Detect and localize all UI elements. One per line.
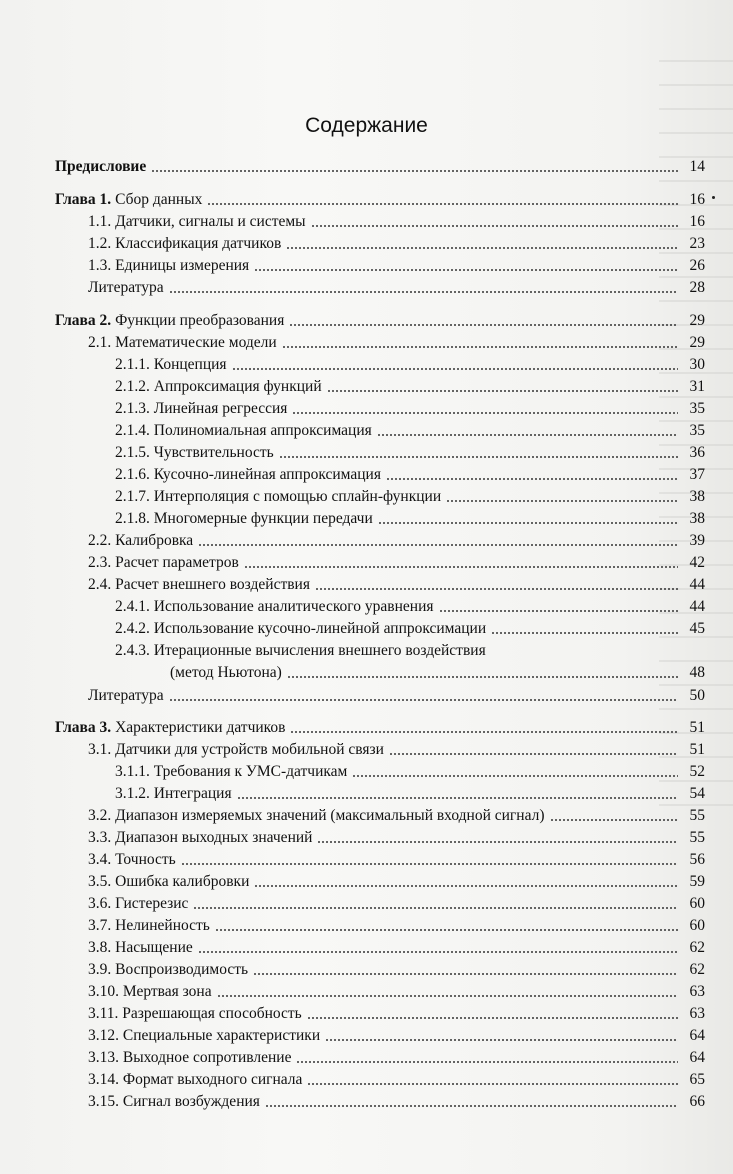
toc-page-number: 42: [689, 554, 705, 571]
toc-page-number: 29: [689, 334, 705, 351]
toc-entry: [55, 978, 705, 1000]
toc-leader-dots: [439, 610, 679, 612]
toc-entry: [55, 439, 705, 461]
toc-entry-title: [115, 488, 443, 505]
toc-entry-title: [115, 422, 374, 439]
toc-entry-title: [88, 917, 212, 934]
toc-page-number: 51: [689, 741, 705, 758]
toc-leader-dots: [307, 1083, 678, 1085]
toc-entry-title: [115, 378, 324, 395]
toc-entry-title: [88, 532, 195, 549]
toc-page-number: 36: [689, 444, 705, 461]
toc-entry: [55, 252, 705, 274]
toc-entry-label: 3.1.1. Требования к УМС-датчикам: [115, 763, 348, 780]
toc-leader-dots: [287, 676, 678, 678]
toc-entry: [55, 956, 705, 978]
toc-entry: [55, 1066, 705, 1088]
toc-leader-dots: [253, 973, 678, 975]
toc-entry: [55, 1044, 705, 1066]
toc-page-number: 28: [689, 279, 705, 296]
toc-leader-dots: [296, 1061, 678, 1063]
toc-page-number: 31: [689, 378, 705, 395]
toc-entry-label: 3.4. Точность: [88, 851, 176, 868]
toc-entry: [55, 373, 705, 395]
toc-entry: [55, 659, 705, 681]
toc-page-number: 16: [689, 191, 705, 208]
toc-leader-dots: [377, 434, 678, 436]
toc-page-number: 59: [689, 873, 705, 890]
toc-entry: [55, 571, 705, 593]
toc-chapter-label: Предисловие: [55, 158, 147, 175]
toc-entry: [55, 846, 705, 868]
toc-leader-dots: [550, 819, 679, 821]
toc-page-number: 38: [689, 510, 705, 527]
toc-entry-label: 1.3. Единицы измерения: [88, 257, 250, 274]
page-speck: [712, 196, 715, 199]
toc-entry-label: 2.1.3. Линейная регрессия: [115, 400, 288, 417]
toc-entry-label: 3.3. Диапазон выходных значений: [88, 829, 313, 846]
toc-entry-title: [88, 687, 166, 704]
toc-page-number: 66: [689, 1093, 705, 1110]
toc-leader-dots: [307, 1017, 678, 1019]
toc-leader-dots: [181, 863, 678, 865]
toc-leader-dots: [389, 753, 678, 755]
toc-entry-title: [88, 554, 241, 571]
toc-entry-title: [115, 785, 234, 802]
toc-entry-label: 3.8. Насыщение: [88, 939, 193, 956]
toc-entry: [55, 395, 705, 417]
toc-leader-dots: [237, 797, 678, 799]
toc-entry-title: [88, 741, 386, 758]
toc-entry-label: 2.1.2. Аппроксимация функций: [115, 378, 322, 395]
toc-entry-label: 2.1.8. Многомерные функции передачи: [115, 510, 373, 527]
toc-leader-dots: [311, 225, 678, 227]
toc-leader-dots: [325, 1039, 678, 1041]
toc-entry: [55, 758, 705, 780]
toc-entry-title: [88, 851, 178, 868]
toc-entry-label: 3.13. Выходное сопротивление: [88, 1049, 292, 1066]
toc-entry: [55, 1000, 705, 1022]
toc-page-number: 14: [689, 158, 705, 175]
toc-entry: [55, 417, 705, 439]
toc-entry-label: 3.5. Ошибка калибровки: [88, 873, 250, 890]
toc-entry: [55, 890, 705, 912]
toc-entry: [55, 527, 705, 549]
toc-entry-title: [88, 1093, 262, 1110]
toc-entry-title: [115, 444, 276, 461]
toc-page-number: 60: [689, 895, 705, 912]
toc-entry: [55, 186, 705, 208]
toc-entry-title: [88, 961, 250, 978]
toc-entry-label: 2.1.7. Интерполяция с помощью сплайн-функции: [115, 488, 442, 505]
toc-entry-label: Литература: [88, 687, 164, 704]
toc-leader-dots: [290, 731, 678, 733]
toc-page-number: 64: [689, 1049, 705, 1066]
toc-entry-title: [115, 400, 289, 417]
toc-entry-title: [115, 642, 488, 659]
toc-entry-label: 2.2. Калибровка: [88, 532, 194, 549]
toc-leader-dots: [198, 951, 678, 953]
toc-entry: [55, 351, 705, 373]
toc-entry-label: 2.4.2. Использование кусочно-линейной аппроксимации: [115, 620, 487, 637]
toc-entry: [55, 549, 705, 571]
toc-page-number: 48: [689, 664, 705, 681]
toc-entry: [55, 912, 705, 934]
toc-entry: [55, 153, 705, 175]
toc-entry-title: [88, 235, 283, 252]
toc-entry-label: Сбор данных: [111, 191, 203, 208]
toc-entry: [55, 230, 705, 252]
toc-entry-label: 2.4. Расчет внешнего воздействия: [88, 576, 310, 593]
toc-entry-title: [88, 895, 190, 912]
toc-entry-label: 3.10. Мертвая зона: [88, 983, 212, 1000]
toc-entry-label: 2.1. Математические модели: [88, 334, 277, 351]
toc-entry: [55, 637, 705, 659]
toc-leader-dots: [315, 588, 678, 590]
toc-entry-label: 1.2. Классификация датчиков: [88, 235, 282, 252]
toc-entry-label: 3.12. Специальные характеристики: [88, 1027, 321, 1044]
toc-leader-dots: [327, 390, 678, 392]
toc-entry-label: 3.1. Датчики для устройств мобильной связи: [88, 741, 384, 758]
toc-entry-title: [55, 719, 287, 736]
toc-page-number: 55: [689, 829, 705, 846]
toc-entry: [55, 868, 705, 890]
toc-leader-dots: [193, 907, 678, 909]
toc-entry-label: 3.7. Нелинейность: [88, 917, 210, 934]
toc-entry-label: 1.1. Датчики, сигналы и системы: [88, 213, 306, 230]
toc-entry: [55, 1088, 705, 1110]
toc-leader-dots: [317, 841, 678, 843]
toc-entry-title: [88, 334, 279, 351]
toc-entry-title: [115, 763, 349, 780]
toc-entry: [55, 780, 705, 802]
toc-entry: [55, 615, 705, 637]
toc-entry-title: [115, 598, 436, 615]
toc-page-number: 44: [689, 576, 705, 593]
toc-leader-dots: [386, 478, 678, 480]
toc-page-number: 23: [689, 235, 705, 252]
toc-entry-label: 2.1.4. Полиномиальная аппроксимация: [115, 422, 372, 439]
toc-page-number: 45: [689, 620, 705, 637]
toc-entry-title: [88, 807, 547, 824]
toc-leader-dots: [151, 170, 678, 172]
toc-page-number: 16: [689, 213, 705, 230]
toc-entry-title: [88, 983, 214, 1000]
toc-leader-dots: [289, 324, 678, 326]
toc-entry-title: [55, 191, 204, 208]
toc-page-number: 65: [689, 1071, 705, 1088]
toc-entry: [55, 736, 705, 758]
toc-entry: [55, 461, 705, 483]
toc-entry-title: [88, 1071, 304, 1088]
toc-leader-dots: [244, 566, 678, 568]
toc-leader-dots: [265, 1105, 678, 1107]
toc-page-number: 29: [689, 312, 705, 329]
toc-leader-dots: [282, 346, 678, 348]
toc-entry-title: [55, 312, 286, 329]
toc-entry-label: Характеристики датчиков: [111, 719, 286, 736]
toc-leader-dots: [254, 269, 678, 271]
toc-leader-dots: [279, 456, 678, 458]
toc-page-number: 55: [689, 807, 705, 824]
toc-page-number: 50: [689, 687, 705, 704]
toc-entry: [55, 307, 705, 329]
toc-entry: [55, 682, 705, 704]
toc-entry-label: 2.4.1. Использование аналитического уравнения: [115, 598, 434, 615]
toc-entry: [55, 714, 705, 736]
toc-entry: [55, 934, 705, 956]
toc-leader-dots: [169, 291, 678, 293]
toc-leader-dots: [169, 699, 678, 701]
toc-entry-title: [88, 1049, 293, 1066]
toc-entry-title: [88, 576, 312, 593]
toc-entry-label: 3.1.2. Интеграция: [115, 785, 232, 802]
toc-page-number: 56: [689, 851, 705, 868]
toc-leader-dots: [292, 412, 678, 414]
toc-entry: [55, 483, 705, 505]
toc-entry-title: [88, 829, 314, 846]
toc-page-number: 63: [689, 983, 705, 1000]
toc-page-number: 38: [689, 488, 705, 505]
toc-entry-label: 2.4.3. Итерационные вычисления внешнего воздействия: [115, 642, 486, 659]
toc-entry-title: [88, 939, 195, 956]
toc-entry: [55, 505, 705, 527]
toc-entry-title: [55, 158, 148, 175]
toc-entry-title: [88, 873, 251, 890]
toc-page-number: 37: [689, 466, 705, 483]
toc-entry-label: Литература: [88, 279, 164, 296]
toc-page-number: 35: [689, 422, 705, 439]
toc-page-number: 52: [689, 763, 705, 780]
toc-entry: [55, 1022, 705, 1044]
toc-leader-dots: [378, 522, 678, 524]
toc-page-number: 30: [689, 356, 705, 373]
toc-entry-title: [88, 257, 251, 274]
toc-page-number: 60: [689, 917, 705, 934]
toc-leader-dots: [232, 368, 678, 370]
toc-chapter-label: Глава 2.: [55, 312, 112, 329]
toc-entry: [55, 329, 705, 351]
toc-entry: [55, 208, 705, 230]
toc-entry-title: [115, 356, 229, 373]
toc-entry-label: Функции преобразования: [111, 312, 285, 329]
toc-entry-title: [170, 664, 284, 681]
toc-entry: [55, 593, 705, 615]
toc-leader-dots: [217, 995, 678, 997]
toc-leader-dots: [491, 632, 678, 634]
page-title: Содержание: [305, 114, 428, 137]
toc-entry-label: 3.2. Диапазон измеряемых значений (максимальный входной сигнал): [88, 807, 545, 824]
toc-entry-label: 3.15. Сигнал возбуждения: [88, 1093, 260, 1110]
toc-chapter-label: Глава 1.: [55, 191, 112, 208]
toc-leader-dots: [352, 775, 678, 777]
toc-entry-label: 3.9. Воспроизводимость: [88, 961, 249, 978]
toc-entry: [55, 274, 705, 296]
toc-page-number: 51: [689, 719, 705, 736]
toc-entry: [55, 802, 705, 824]
toc-page-number: 44: [689, 598, 705, 615]
toc-leader-dots: [207, 203, 678, 205]
toc-page-number: 39: [689, 532, 705, 549]
toc-page-number: 63: [689, 1005, 705, 1022]
toc-entry-label: 2.1.1. Концепция: [115, 356, 227, 373]
toc-leader-dots: [446, 500, 678, 502]
toc-leader-dots: [286, 247, 678, 249]
toc-page-number: 64: [689, 1027, 705, 1044]
toc-entry-title: [115, 620, 488, 637]
toc-leader-dots: [215, 929, 678, 931]
toc-entry-label: 3.11. Разрешающая способность: [88, 1005, 302, 1022]
toc-page-number: 62: [689, 939, 705, 956]
toc-entry-label: 3.6. Гистерезис: [88, 895, 189, 912]
toc-page-number: 35: [689, 400, 705, 417]
toc-entry-title: [115, 466, 383, 483]
toc-page-number: 26: [689, 257, 705, 274]
toc-entry-title: [88, 1005, 304, 1022]
toc-entry-title: [115, 510, 375, 527]
toc-entry-label: 2.3. Расчет параметров: [88, 554, 239, 571]
toc-leader-dots: [198, 544, 678, 546]
toc-page-number: 62: [689, 961, 705, 978]
toc-entry-title: [88, 1027, 322, 1044]
toc-leader-dots: [254, 885, 678, 887]
toc-entry-label: 3.14. Формат выходного сигнала: [88, 1071, 303, 1088]
toc-entry-label: 2.1.5. Чувствительность: [115, 444, 274, 461]
toc-page-number: 54: [689, 785, 705, 802]
toc-entry-title: [88, 213, 308, 230]
toc-entry-label: 2.1.6. Кусочно-линейная аппроксимация: [115, 466, 381, 483]
toc-entry-label: (метод Ньютона): [170, 664, 282, 681]
toc-entry: [55, 824, 705, 846]
toc-entry-title: [88, 279, 166, 296]
toc-chapter-label: Глава 3.: [55, 719, 112, 736]
